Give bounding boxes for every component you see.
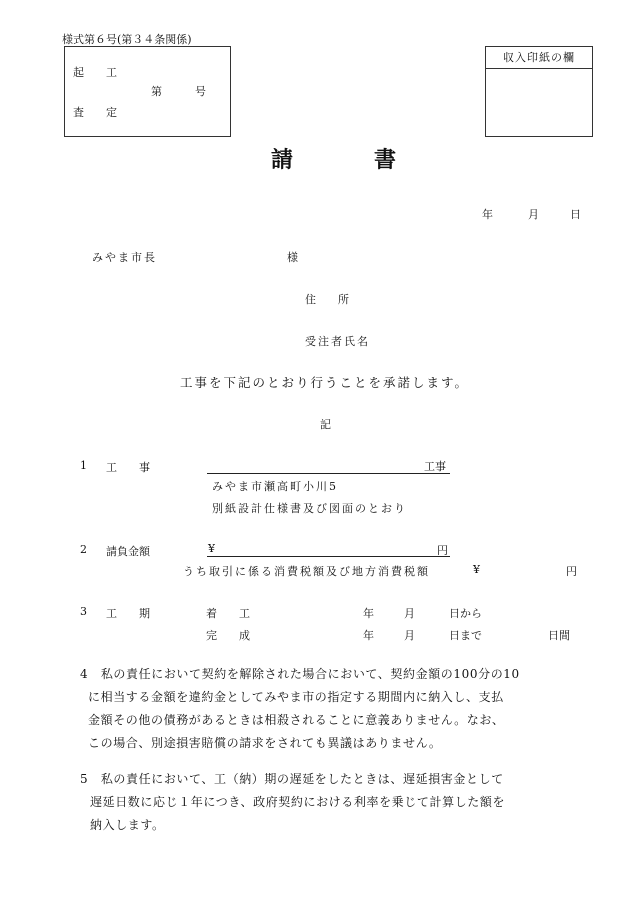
kikou-label: 起 工	[73, 66, 117, 79]
contractor-name-label: 受注者氏名	[305, 335, 370, 348]
item2-underline	[207, 556, 450, 557]
lead-statement: 工事を下記のとおり行うことを承諾します。	[180, 375, 470, 390]
item4-line: 4 私の責任において契約を解除された場合において、契約金額の100分の10	[80, 667, 520, 681]
form-reference: 様式第６号(第３４条関係)	[62, 33, 192, 46]
revenue-stamp-box	[485, 46, 593, 137]
approval-box	[64, 46, 231, 137]
item4-line: この場合、別途損害賠償の請求をされても異議はありません。	[88, 736, 442, 750]
item1-underline	[207, 473, 450, 474]
item1-spec: 別紙設計仕様書及び図面のとおり	[212, 502, 407, 515]
satei-label: 査 定	[73, 106, 117, 119]
date-month: 月	[528, 208, 539, 221]
item3-end-label: 完 成	[206, 629, 250, 642]
item1-label: 工 事	[106, 461, 150, 474]
number-label: 第 号	[151, 85, 206, 98]
item5-line: 遅延日数に応じ１年につき、政府契約における利率を乗じて計算した額を	[90, 795, 506, 809]
item3-end-month: 月	[404, 629, 415, 642]
item5-line: 納入します。	[90, 818, 165, 832]
item3-days: 日間	[548, 629, 570, 642]
addressee-name: みやま市長	[92, 251, 157, 264]
address-label: 住 所	[305, 293, 349, 306]
item2-tax-label: うち取引に係る消費税額及び地方消費税額	[183, 565, 430, 578]
item2-yen-unit: 円	[437, 544, 448, 557]
item1-suffix: 工事	[424, 460, 446, 473]
item3-start-label: 着 工	[206, 607, 250, 620]
date-day: 日	[570, 208, 581, 221]
item2-tax-yen-symbol: ¥	[473, 563, 480, 576]
addressee-honorific: 様	[287, 251, 298, 264]
item3-start-day: 日から	[449, 607, 482, 620]
title-char-2: 書	[374, 147, 397, 173]
item4-line: に相当する金額を違約金としてみやま市の指定する期間内に納入し、支払	[88, 690, 504, 704]
item2-label: 請負金額	[106, 545, 150, 558]
item3-end-year: 年	[363, 629, 374, 642]
item3-label: 工 期	[106, 607, 150, 620]
revenue-stamp-label: 収入印紙の欄	[486, 47, 592, 69]
item5-paragraph	[80, 768, 505, 837]
item3-number: 3	[80, 605, 87, 618]
title-char-1: 請	[271, 147, 294, 173]
item2-tax-yen-unit: 円	[566, 565, 577, 578]
item2-number: 2	[80, 543, 87, 556]
ki-heading: 記	[320, 418, 331, 431]
item1-number: 1	[80, 459, 87, 472]
item3-start-year: 年	[363, 607, 374, 620]
item4-line: 金額その他の債務があるときは相殺されることに意義ありません。なお、	[88, 713, 505, 727]
item5-line: 5 私の責任において、工（納）期の遅延をしたときは、遅延損害金として	[80, 772, 504, 786]
item1-location: みやま市瀬高町小川5	[212, 480, 338, 493]
item4-paragraph	[80, 663, 520, 755]
date-year: 年	[482, 208, 493, 221]
item3-end-day: 日まで	[449, 629, 482, 642]
item3-start-month: 月	[404, 607, 415, 620]
item2-yen-symbol: ¥	[208, 542, 215, 555]
